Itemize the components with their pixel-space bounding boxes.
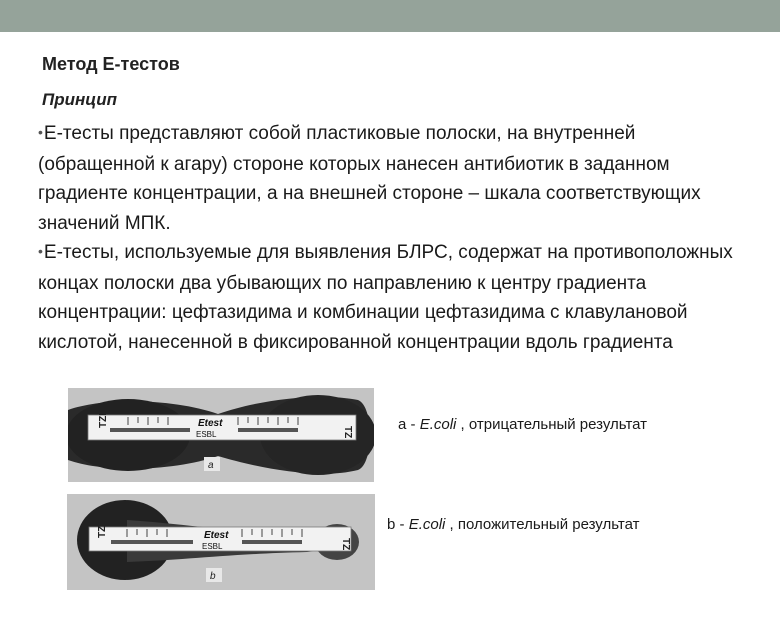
caption-prefix: a - xyxy=(398,416,420,433)
strip-right-code: TZ xyxy=(340,538,351,551)
slide-title: Метод Е-тестов xyxy=(42,54,180,74)
etest-photo-a xyxy=(68,388,374,482)
slide-subtitle: Принцип xyxy=(42,90,118,109)
caption-organism: E.coli xyxy=(408,516,446,533)
etest-photo-b xyxy=(67,494,375,590)
panel-letter: b xyxy=(210,571,216,582)
strip-right-code: TZ xyxy=(342,426,353,439)
figure-caption-a xyxy=(398,416,647,433)
bullet-icon: • xyxy=(38,243,43,259)
bullet-item xyxy=(38,238,743,357)
caption-organism: E.coli xyxy=(419,416,457,433)
header-bar xyxy=(0,0,780,32)
strip-left-code: TZL xyxy=(98,409,109,428)
strip-product: ESBL xyxy=(196,430,217,439)
strip-product: ESBL xyxy=(202,542,223,551)
bullet-text: Е-тесты представляют собой пластиковые полоски, на внутренней (обращенной к агару) стороне которых нанесен антибиотик в заданном градиенте концентрации, а на внешней стороне – шкала соответствующих значений МПК. xyxy=(38,123,701,234)
bullet-text: Е-тесты, используемые для выявления БЛРС, содержат на противоположных концах полоски два убывающих по направлению к центру градиента концентрации: цефтазидима и комбинации цефтазидима с клавулановой кислотой, нанесенной в фиксированной концентрации вдоль градиента xyxy=(38,242,733,353)
caption-result: , отрицательный результат xyxy=(456,416,648,433)
caption-result: , положительный результат xyxy=(445,516,640,533)
bullet-icon: • xyxy=(38,124,43,140)
strip-brand: Etest xyxy=(198,418,223,429)
strip-brand: Etest xyxy=(204,530,229,541)
figure-caption-b xyxy=(387,516,639,533)
caption-prefix: b - xyxy=(387,516,409,533)
bullet-item xyxy=(38,119,743,238)
panel-letter: a xyxy=(208,460,214,471)
strip-left-code: TZL xyxy=(97,519,108,538)
